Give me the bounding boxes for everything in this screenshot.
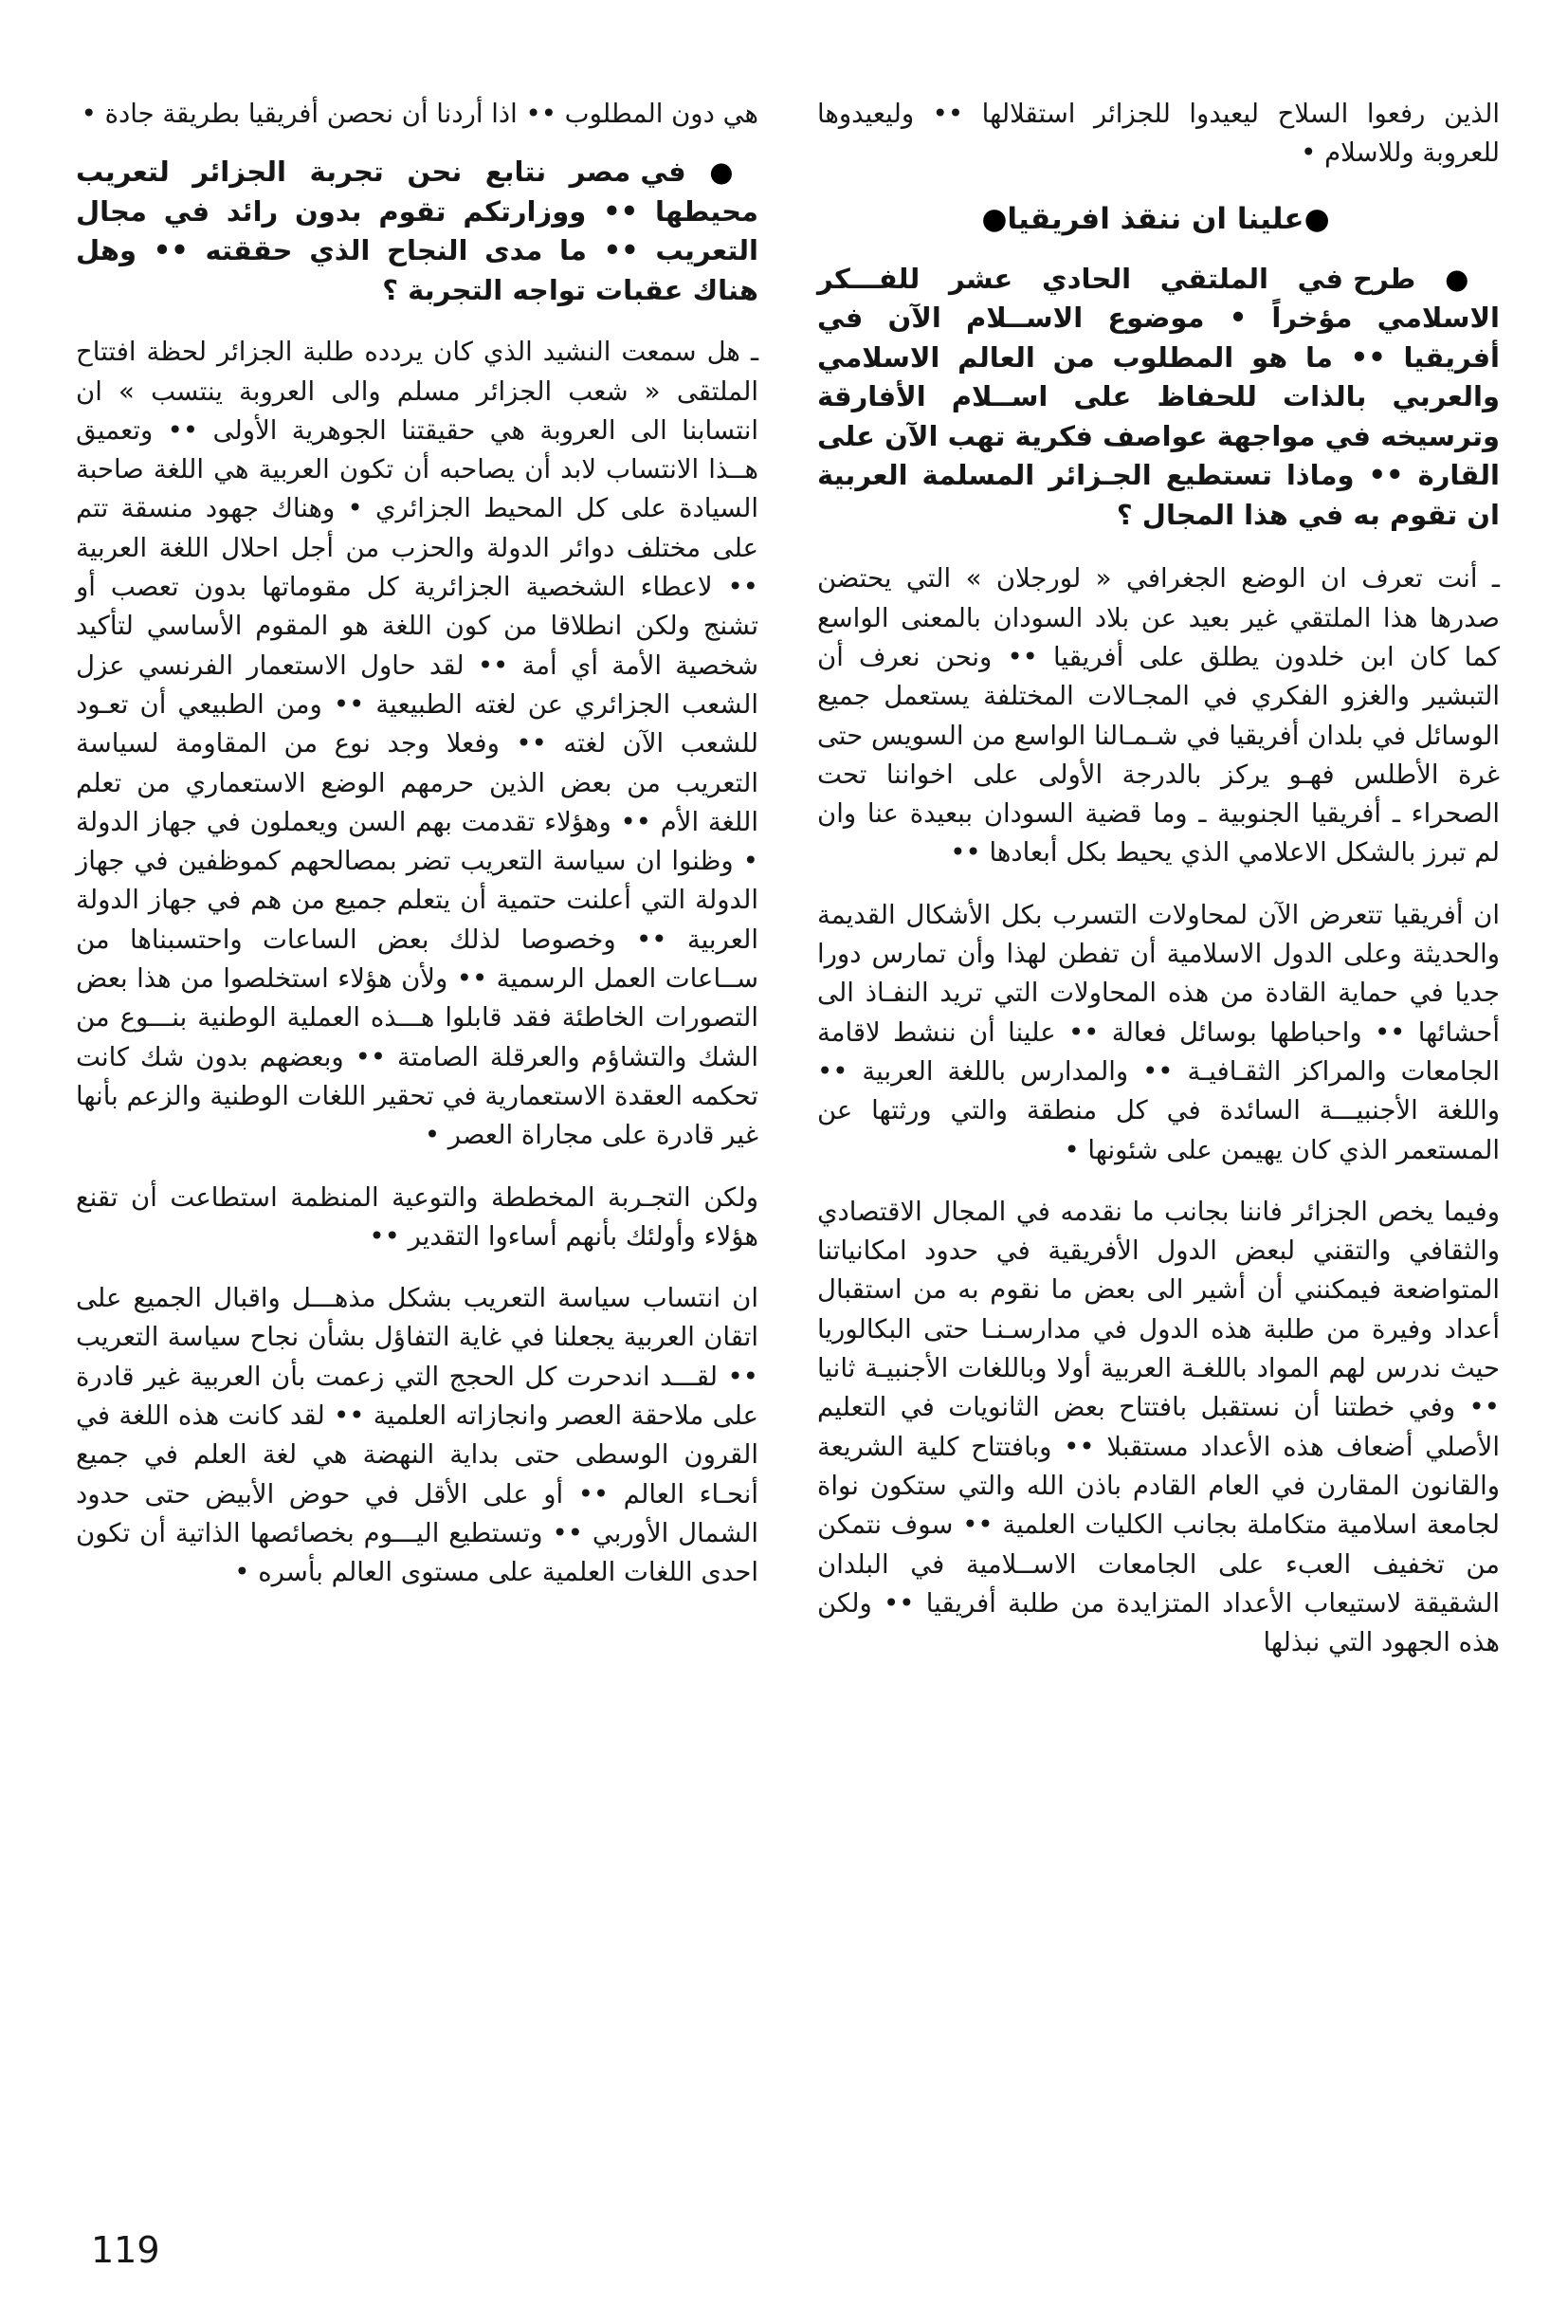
section-heading-text: علينا ان ننقذ افريقيا: [1007, 201, 1304, 236]
continuation-paragraph: هي دون المطلوب •• اذا أردنا أن نحصن أفريقيا بطريقة جادة •: [81, 99, 758, 129]
section-heading: [817, 200, 1500, 239]
bullet-icon: ●: [1445, 262, 1488, 295]
answer-paragraph: ـ هل سمعت النشيد الذي كان يردده طلبة الجزائر لحظة افتتاح الملتقى « شعب الجزائر مسلم والى العروبة ينتسب » ان انتسابنا الى العروبة هي حقيقتنا الجوهرية الأولى •• وتعميق هــذا الانتساب لابد أن يصاحبه أن تكون العربية هي اللغة صاحبة السيادة على كل المحيط الجزائري • وهناك جهود منسقة تتم على مختلف دوائر الدولة والحزب من أجل احلال اللغة العربية •• لاعطاء الشخصية الجزائرية كل مقوماتها بدون تعصب أو تشنج ولكن انطلاقا من كون اللغة هو المقوم الأساسي لتأكيد شخصية الأمة أي أمة •• لقد حاول الاستعمار الفرنسي عزل الشعب الجزائري عن لغته الطبيعية •• ومن الطبيعي أن تعـود للشعب الآن لغته •• وفعلا وجد نوع من المقاومة لسياسة التعريب من بعض الذين حرمهم الوضع الاستعماري من تعلم اللغة الأم •• وهؤلاء تقدمت بهم السن ويعملون في جهاز الدولة • وظنوا ان سياسة التعريب تضر بمصالحهم كموظفين في جهاز الدولة التي أعلنت حتمية أن يتعلم جميع من هم في جهاز الدولة العربية •• وخصوصا لذلك بعض الساعات واحتسبناها من ســاعات العمل الرسمية •• ولأن هؤلاء استخلصوا من هذا بعض التصورات الخاطئة فقد قابلوا هـــذه العملية الوطنية بنـــوع من الشك والتشاؤم والعرقلة الصامتة •• وبعضهم بدون شك كانت تحكمه العقدة الاستعمارية في تحقير اللغات الوطنية والزعم بأنها غير قادرة على مجاراة العصر •: [76, 337, 758, 1151]
answer-paragraph: وفيما يخص الجزائر فاننا بجانب ما نقدمه في المجال الاقتصادي والثقافي والتقني لبعض الدول الأفريقية في حدود امكانياتنا المتواضعة فيمكنني أن أشير الى بعض ما نقوم به من استقبال أعداد وفيرة من طلبة هذه الدول في مدارسـنـا حتى البكالوريا حيث ندرس لهم المواد باللغـة العربية أولا وباللغات الأجنبيـة ثانيا •• وفي خطتنا أن نستقبل بافتتاح بعض الثانويات في التعليم الأصلي أضعاف هذه الأعداد مستقبلا •• وبافتتاح كلية الشريعة والقانون المقارن في العام القادم باذن الله والتي ستكون نواة لجامعة اسلامية متكاملة بجانب الكليات العلمية •• سوف نتمكن من تخفيف العبء على الجامعات الاســلامية في البلدان الشقيقة لاستيعاب الأعداد المتزايدة من طلبة أفريقيا •• ولكن هذه الجهود التي نبذلها: [817, 1196, 1500, 1658]
right-column: [817, 95, 1500, 1662]
page-number: 119: [91, 2229, 160, 2271]
bullet-icon: ●: [981, 201, 1008, 236]
answer-paragraph: ان انتساب سياسة التعريب بشكل مذهـــل واقبال الجميع على اتقان العربية يجعلنا في غاية التفاؤل بشأن نجاح سياسة التعريب •• لقـــد اندحرت كل الحجج التي زعمت بأن العربية غير قادرة على ملاحقة العصر وانجازاته العلمية •• لقد كانت هذه اللغة في القرون الوسطى حتى بداية النهضة هي لغة العلم في جميع أنحـاء العالم •• أو على الأقل في حوض الأبيض حتى حدود الشمال الأوربي •• وتستطيع اليـــوم بخصائصها الذاتية أن تكون احدى اللغات العلمية على مستوى العالم بأسره •: [76, 1283, 758, 1588]
bullet-icon: ●: [709, 156, 747, 189]
question-text: طرح في الملتقي الحادي عشر للفـــكر الاسلامي مؤخراً • موضوع الاســلام الآن في أفريقيا •• ما هو المطلوب من العالم الاسلامي والعربي بالذات للحفاظ على اســلام الأفارقة وترسيخه في مواجهة عواصف فكرية تهب الآن على القارة •• وماذا تستطيع الجـزائر المسلمة العربية ان تقوم به في هذا المجال ؟: [817, 262, 1500, 531]
question-text: في مصر نتابع نحن تجربة الجزائر لتعريب محيطها •• ووزارتكم تقوم بدون رائد في مجال التعريب •• ما مدى النجاح الذي حققته •• وهل هناك عقبات تواجه التجربة ؟: [76, 156, 758, 306]
interview-question: [76, 153, 758, 310]
left-column: [76, 95, 758, 1593]
answer-paragraph: ان أفريقيا تتعرض الآن لمحاولات التسرب بكل الأشكال القديمة والحديثة وعلى الدول الاسلامية أن تفطن لهذا وأن تمارس دورا جديا في حماية القادة من هذه المحاولات التي تريد النفـاذ الى أحشائها •• واحباطها بوسائل فعالة •• علينا أن ننشط لاقامة الجامعات والمراكز الثقـافيـة •• والمدارس باللغة العربية •• واللغة الأجنبيـــة السائدة في كل منطقة والتي ورثتها عن المستعمر الذي كان يهيمن على شئونها •: [817, 899, 1500, 1165]
answer-paragraph: ـ أنت تعرف ان الوضع الجغرافي « لورجلان » التي يحتضن صدرها هذا الملتقي غير بعيد عن بلاد السودان بالمعنى الواسع كما كان ابن خلدون يطلق على أفريقيا •• ونحن نعرف أن التبشير والغزو الفكري في المجـالات المختلفة يستعمل جميع الوسائل في بلدان أفريقيا في شـمـالنا الواسع من السويس حتى غرة الأطلس فهـو يركز بالدرجة الأولى على اخواننا تحت الصحراء ـ أفريقيا الجنوبية ـ وما قضية السودان ببعيدة عنا وان لم تبرز بالشكل الاعلامي الذي يحيط بكل أبعادها ••: [817, 563, 1500, 869]
bullet-icon: ●: [1304, 201, 1330, 236]
interview-question: [817, 260, 1500, 536]
intro-paragraph: الذين رفعوا السلاح ليعيدوا للجزائر استقلالها •• وليعيدوها للعروبة وللاسلام •: [817, 99, 1500, 169]
answer-paragraph: ولكن التجـربة المخططة والتوعية المنظمة استطاعت أن تقنع هؤلاء وأولئك بأنهم أساءوا التقدير ••: [76, 1181, 758, 1252]
